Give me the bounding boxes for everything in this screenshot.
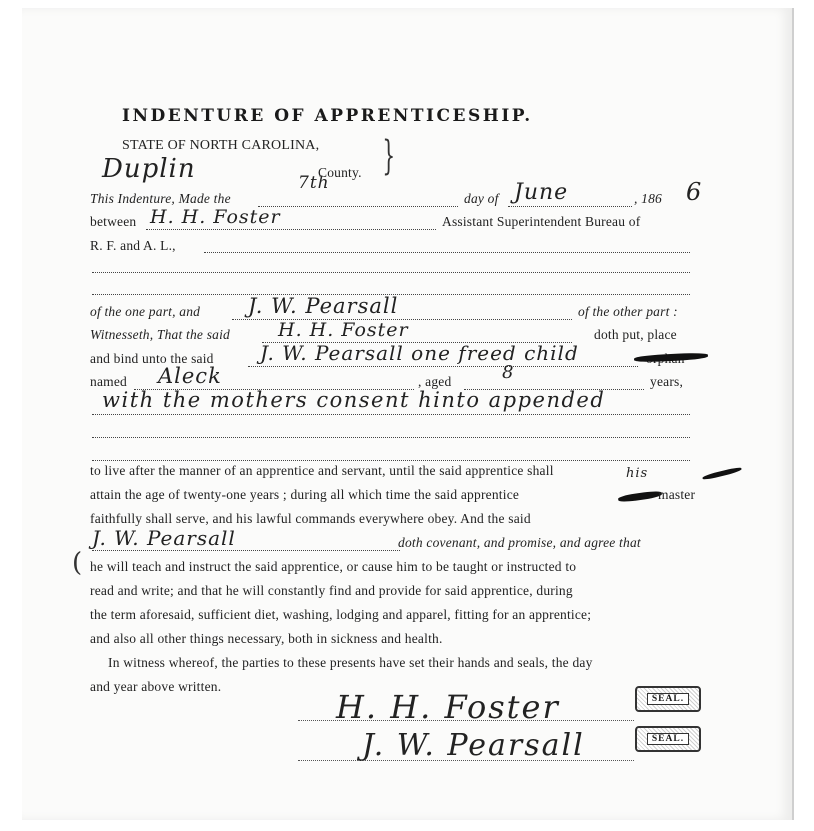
named-lead: named — [90, 374, 127, 389]
superintendent-name: H. H. Foster — [150, 206, 281, 228]
day-of-label: day of — [464, 191, 499, 206]
seal-2-label: SEAL. — [647, 733, 689, 745]
aged-label: , aged — [418, 374, 452, 389]
age-value: 8 — [502, 362, 515, 383]
year-digit: 6 — [686, 178, 703, 206]
apprentice-name: Aleck — [158, 364, 222, 388]
witnesseth-name: H. H. Foster — [278, 319, 409, 341]
signature-line-2 — [298, 760, 634, 761]
body-line-6: the term aforesaid, sufficient diet, washing, lodging and apparel, fitting for an apprentice; — [90, 607, 592, 622]
county-name: Duplin — [102, 154, 196, 184]
body-line-1: to live after the manner of an apprentice and servant, until the said apprentice shall — [90, 463, 554, 478]
signature-pearsall: J. W. Pearsall — [362, 728, 585, 763]
body-line-3: faithfully shall serve, and his lawful commands everywhere obey. And the said — [90, 511, 531, 526]
bureau-label: Assistant Superintendent Bureau of — [442, 214, 641, 229]
year-prefix: , 186 — [634, 191, 662, 206]
his-strike-mark — [618, 490, 663, 503]
county-brace: } — [382, 133, 396, 179]
day-value: 7th — [298, 173, 330, 193]
covenant-trail: doth covenant, and promise, and agree that — [398, 535, 641, 550]
body-line-2a: attain the age of twenty-one years ; during all which time the said apprentice — [90, 487, 520, 502]
signature-line-1 — [298, 720, 634, 721]
master-name: J. W. Pearsall — [248, 294, 399, 318]
margin-bracket: ( — [72, 548, 83, 578]
month-fill-line — [508, 206, 632, 207]
superintendent-fill-line — [146, 229, 436, 230]
blank-line-1 — [92, 272, 690, 273]
bind-handwritten: J. W. Pearsall one freed child — [260, 341, 579, 365]
state-heading: STATE OF NORTH CAROLINA, — [122, 138, 320, 153]
bind-lead: and bind unto the said — [90, 351, 214, 366]
day-fill-line — [258, 206, 458, 207]
body-line-5: read and write; and that he will constantly find and provide for said apprentice, during — [90, 583, 573, 598]
bureau-fill-line — [204, 252, 690, 253]
body-line-4: he will teach and instruct the said apprentice, or cause him to be taught or instructed to — [90, 559, 577, 574]
indenture-lead: This Indenture, Made the — [90, 191, 231, 206]
consent-note: with the mothers consent hinto appended — [102, 388, 606, 412]
bureau-abbrev: R. F. and A. L., — [90, 238, 176, 253]
party-trail: of the other part : — [578, 304, 678, 319]
covenant-name: J. W. Pearsall — [92, 526, 236, 550]
body-line-2b: master — [658, 487, 696, 502]
indenture-page — [22, 8, 794, 820]
covenant-fill-line — [92, 550, 400, 551]
signature-foster: H. H. Foster — [336, 688, 560, 726]
party-lead: of the one part, and — [90, 304, 201, 319]
consent-fill-line — [92, 414, 690, 415]
seal-1 — [635, 686, 701, 712]
county-label: County. — [318, 165, 362, 180]
witness-line-1: In witness whereof, the parties to these presents have set their hands and seals, the day — [108, 655, 593, 670]
witness-line-2: and year above written. — [90, 679, 222, 694]
month-value: June — [514, 180, 569, 205]
witnesseth-lead: Witnesseth, That the said — [90, 327, 230, 342]
margin-ink-mark — [702, 466, 742, 481]
blank-line-4 — [92, 460, 690, 461]
seal-1-label: SEAL. — [647, 693, 689, 705]
blank-line-3 — [92, 437, 690, 438]
between-label: between — [90, 214, 137, 229]
bind-fill-line — [248, 366, 638, 367]
witnesseth-trail: doth put, place — [594, 327, 677, 342]
his-insert: his — [626, 466, 649, 481]
seal-2 — [635, 726, 701, 752]
years-label: years, — [650, 374, 684, 389]
document-title: INDENTURE OF APPRENTICESHIP. — [122, 106, 533, 126]
body-line-7: and also all other things necessary, both in sickness and health. — [90, 631, 443, 646]
